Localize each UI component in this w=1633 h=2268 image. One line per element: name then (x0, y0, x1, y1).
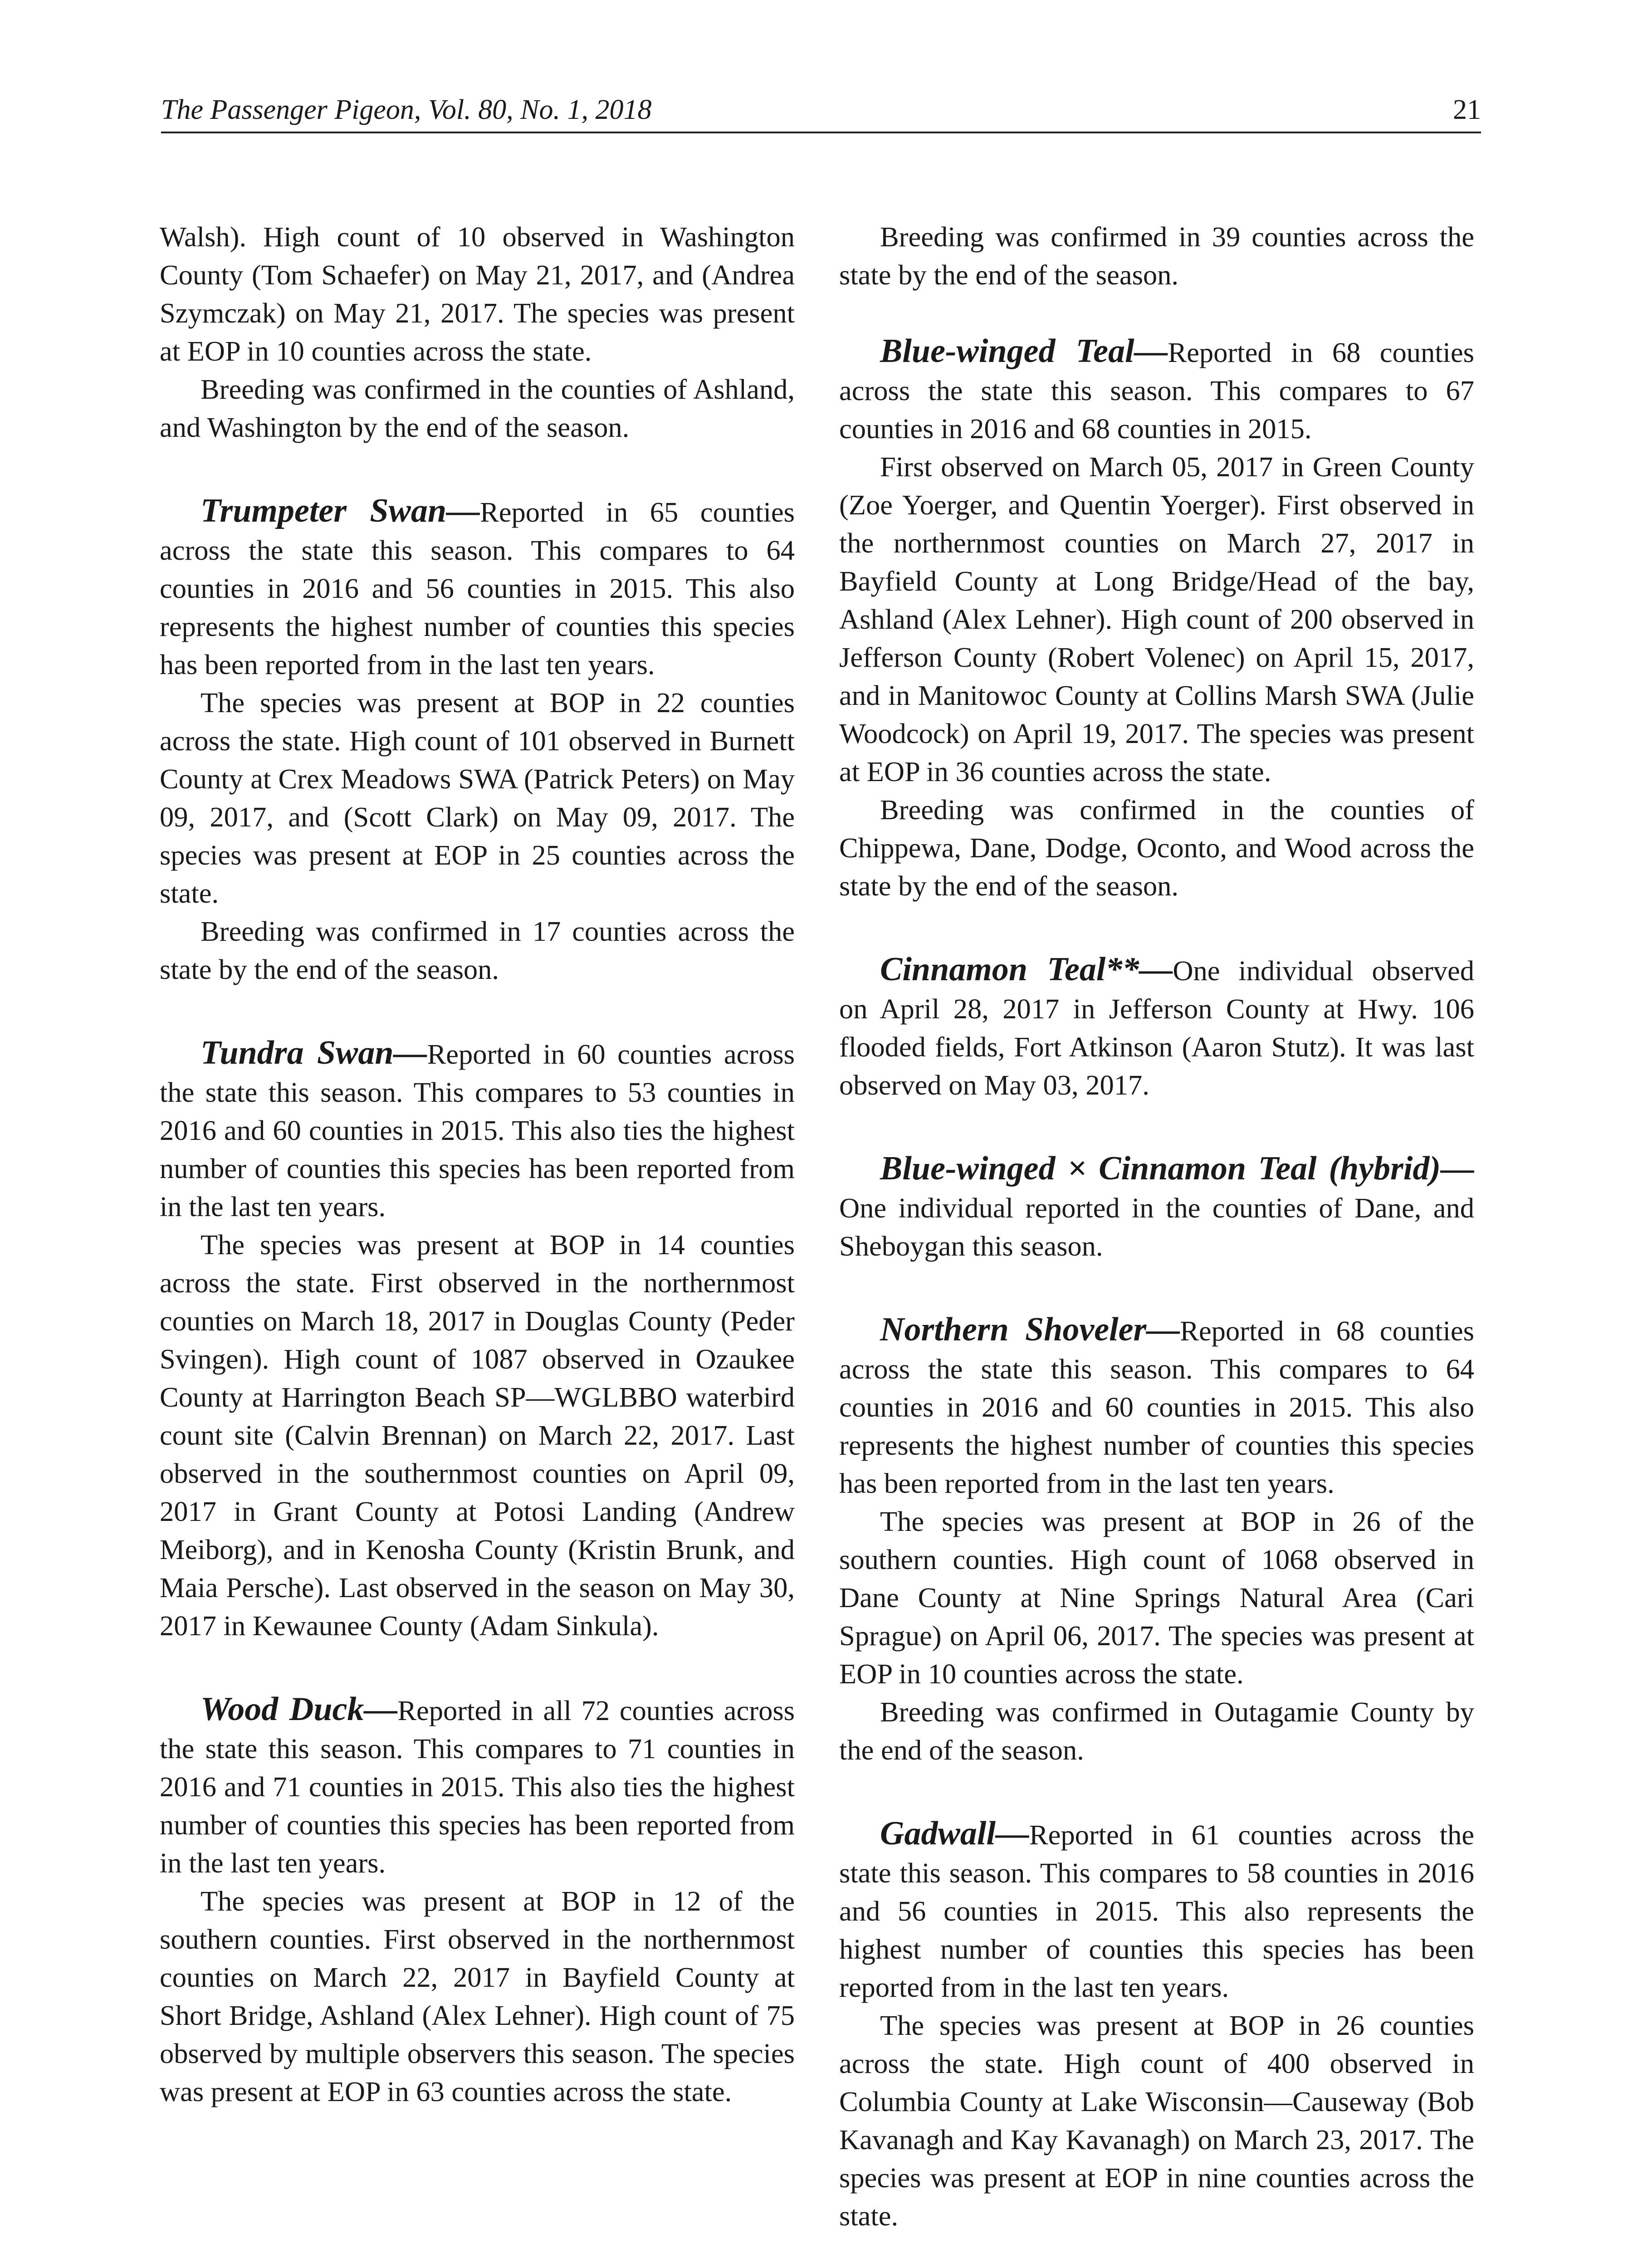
species-name: Gadwall— (880, 1815, 1029, 1852)
species-name: Blue-winged Teal— (880, 332, 1168, 370)
continuation-paragraph: Breeding was confirmed in 39 counties across the state by the end of the season. (839, 221, 1474, 291)
species-entry-gadwall (839, 1814, 1474, 2235)
species-name: Blue-winged × Cinnamon Teal (hybrid)— (880, 1150, 1474, 1187)
species-paragraph: The species was present at BOP in 26 counties across the state. High count of 400 observed in Columbia County at Lake Wisconsin—Causeway (Bob Kavanagh and Kay Kavanagh) on March 23, 2017. The species was present at EOP in nine counties across the state. (839, 2009, 1474, 2232)
species-lead-text: Reported in 68 counties across the state this season. This compares to 67 counties in 2016 and 68 counties in 2015. (839, 337, 1474, 445)
species-entry-teal-hybrid (839, 1149, 1474, 1265)
species-name: Tundra Swan— (200, 1034, 427, 1071)
species-entry-tundra-swan (160, 1034, 795, 1645)
species-paragraph: Breeding was confirmed in 17 counties across the state by the end of the season. (160, 915, 795, 985)
species-entry-trumpeter-swan (160, 492, 795, 988)
species-paragraph: The species was present at BOP in 22 counties across the state. High count of 101 observed in Burnett County at Crex Meadows SWA (Patrick Peters) on May 09, 2017, and (Scott Clark) on May 09, 2017. The species was present at EOP in 25 counties across the state. (160, 687, 795, 909)
species-name: Northern Shoveler— (880, 1311, 1180, 1348)
species-lead-text: Reported in 60 counties across the state this season. This compares to 53 counties in 2016 and 60 counties in 2015. This also ties the highest number of counties this species has been reported from in the last ten years. (160, 1038, 795, 1222)
species-lead-text: One individual observed on April 28, 2017 in Jefferson County at Hwy. 106 flooded fields, Fort Atkinson (Aaron Stutz). It was last observed on May 03, 2017. (839, 955, 1474, 1101)
continuation-paragraph: Breeding was confirmed in the counties of Ashland, and Washington by the end of the season. (160, 373, 795, 443)
species-paragraph: The species was present at BOP in 26 of the southern counties. High count of 1068 observed in Dane County at Nine Springs Natural Area (Cari Sprague) on April 06, 2017. The species was present at EOP in 10 counties across the state. (839, 1505, 1474, 1690)
species-lead-text: Reported in 68 counties across the state this season. This compares to 64 counties in 2016 and 60 counties in 2015. This also represents the highest number of counties this species has been reported from in the last ten years. (839, 1315, 1474, 1499)
species-paragraph: The species was present at BOP in 14 counties across the state. First observed in the northernmost counties on March 18, 2017 in Douglas County (Peder Svingen). High count of 1087 observed in Ozaukee County at Harrington Beach SP—WGLBBO waterbird count site (Calvin Brennan) on March 22, 2017. Last observed in the southernmost counties on April 09, 2017 in Grant County at Potosi Landing (Andrew Meiborg), and in Kenosha County (Kristin Brunk, and Maia Persche). Last observed in the season on May 30, 2017 in Kewaunee County (Adam Sinkula). (160, 1229, 795, 1642)
species-name: Trumpeter Swan— (200, 492, 480, 529)
species-paragraph: First observed on March 05, 2017 in Green County (Zoe Yoerger, and Quentin Yoerger). First observed in the northernmost counties on March 27, 2017 in Bayfield County at Long Bridge/Head of the bay, Ashland (Alex Lehner). High count of 200 observed in Jefferson County (Robert Volenec) on April 15, 2017, and in Manitowoc County at Collins Marsh SWA (Julie Woodcock) on April 19, 2017. The species was present at EOP in 36 counties across the state. (839, 451, 1474, 787)
species-paragraph: The species was present at BOP in 12 of the southern counties. First observed in the northernmost counties on March 22, 2017 in Bayfield County at Short Bridge, Ashland (Alex Lehner). High count of 75 observed by multiple observers this season. The species was present at EOP in 63 counties across the state. (160, 1885, 795, 2107)
species-entry-blue-winged-teal (839, 332, 1474, 905)
species-name: Cinnamon Teal**— (880, 951, 1173, 988)
running-header (161, 86, 1481, 133)
species-entry-cinnamon-teal (839, 950, 1474, 1104)
species-entry-northern-shoveler (839, 1310, 1474, 1769)
left-column (160, 218, 795, 2111)
journal-title: The Passenger Pigeon, Vol. 80, No. 1, 2018 (161, 94, 652, 125)
species-lead-text: Reported in 65 counties across the state this season. This compares to 64 counties in 2016 and 56 counties in 2015. This also represents the highest number of counties this species has been reported from in the last ten years. (160, 496, 795, 680)
species-paragraph: Breeding was confirmed in Outagamie County by the end of the season. (839, 1696, 1474, 1766)
species-lead-text: Reported in all 72 counties across the state this season. This compares to 71 counties in 2016 and 71 counties in 2015. This also ties the highest number of counties this species has been reported from in the last ten years. (160, 1695, 795, 1879)
right-column (839, 218, 1474, 2235)
species-lead-text: One individual reported in the counties of Dane, and Sheboygan this season. (839, 1192, 1474, 1262)
species-entry-wood-duck (160, 1690, 795, 2111)
species-lead-text: Reported in 61 counties across the state this season. This compares to 58 counties in 2016 and 56 counties in 2015. This also represents the highest number of counties this species has been reported from in the last ten years. (839, 1819, 1474, 2003)
page-number: 21 (1453, 94, 1481, 125)
species-paragraph: Breeding was confirmed in the counties of Chippewa, Dane, Dodge, Oconto, and Wood across the state by the end of the season. (839, 794, 1474, 902)
species-name: Wood Duck— (200, 1691, 398, 1728)
continuation-paragraph: Walsh). High count of 10 observed in Washington County (Tom Schaefer) on May 21, 2017, and (Andrea Szymczak) on May 21, 2017. The species was present at EOP in 10 counties across the state. (160, 221, 795, 367)
